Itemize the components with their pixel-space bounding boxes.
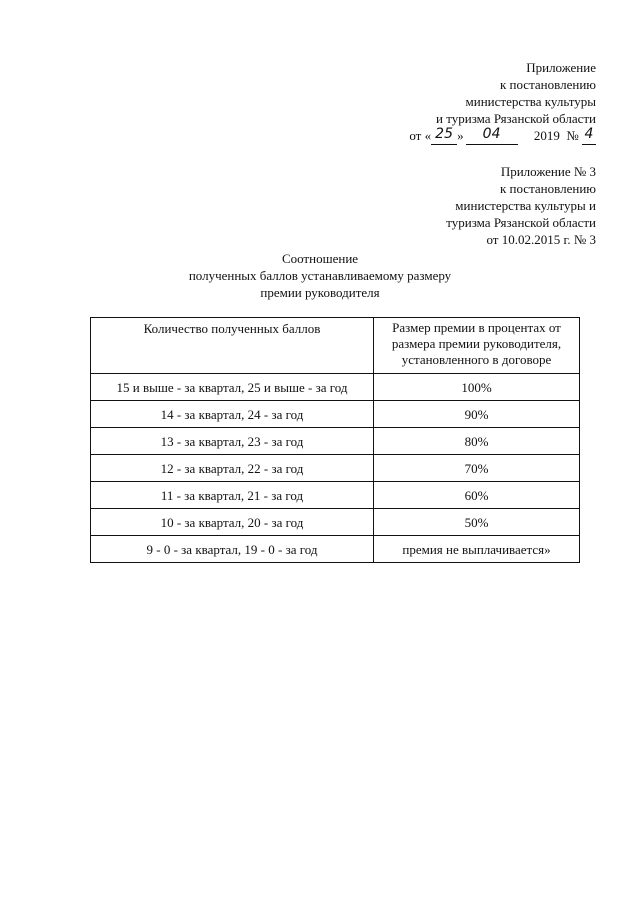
date-day-handwritten: 25 [435,126,453,142]
date-prefix: от « [409,128,432,143]
appendix-1-date-line [409,127,596,145]
bonus-cell: 80% [374,428,580,455]
table-row [91,428,580,455]
header-bonus-size [374,318,580,374]
date-day-blank [431,128,457,145]
header-bonus-line1: Размер премии в процентах от [392,320,561,335]
score-cell: 14 - за квартал, 24 - за год [91,401,374,428]
bonus-cell: премия не выплачивается» [374,536,580,563]
title-line2: полученных баллов устанавливаемому размеру [188,268,452,283]
table-row [91,536,580,563]
appendix-3-line4: туризма Рязанской области [446,215,596,230]
number-handwritten: 4 [584,126,594,142]
title-line3: премии руководителя [260,285,380,300]
score-cell: 12 - за квартал, 22 - за год [91,455,374,482]
bonus-cell: 100% [374,374,580,401]
date-month-handwritten: 04 [482,126,501,142]
number-prefix: № [566,128,579,143]
score-bonus-table [90,317,580,563]
table-row [91,455,580,482]
table-row [91,509,580,536]
appendix-1-line1: Приложение [526,60,596,75]
header-score-count: Количество полученных баллов [91,318,374,374]
document-title [0,250,640,301]
table-row [91,401,580,428]
date-month-blank [466,128,518,145]
appendix-1-line2: к постановлению [499,77,596,92]
bonus-cell: 90% [374,401,580,428]
appendix-3-line3: министерства культуры и [455,198,596,213]
appendix-3-header [446,163,596,248]
number-blank [582,128,596,145]
header-bonus-line2: размера премии руководителя, [391,336,562,351]
bonus-cell: 50% [374,509,580,536]
appendix-1-line3: министерства культуры [465,94,596,109]
score-cell: 13 - за квартал, 23 - за год [91,428,374,455]
appendix-3-line1: Приложение № 3 [500,164,596,179]
appendix-1-header [409,59,596,145]
title-line1: Соотношение [281,251,359,266]
bonus-cell: 70% [374,455,580,482]
date-mid: » [457,128,464,143]
appendix-1-line4: и туризма Рязанской области [436,111,596,126]
appendix-3-line5: от 10.02.2015 г. № 3 [486,232,596,247]
score-cell: 9 - 0 - за квартал, 19 - 0 - за год [91,536,374,563]
date-year: 2019 [533,128,560,143]
header-bonus-line3: установленного в договоре [401,352,552,367]
score-cell: 15 и выше - за квартал, 25 и выше - за год [91,374,374,401]
score-cell: 11 - за квартал, 21 - за год [91,482,374,509]
bonus-cell: 60% [374,482,580,509]
score-cell: 10 - за квартал, 20 - за год [91,509,374,536]
appendix-3-line2: к постановлению [499,181,596,196]
table-row [91,482,580,509]
table-row [91,374,580,401]
table-header-row [91,318,580,374]
